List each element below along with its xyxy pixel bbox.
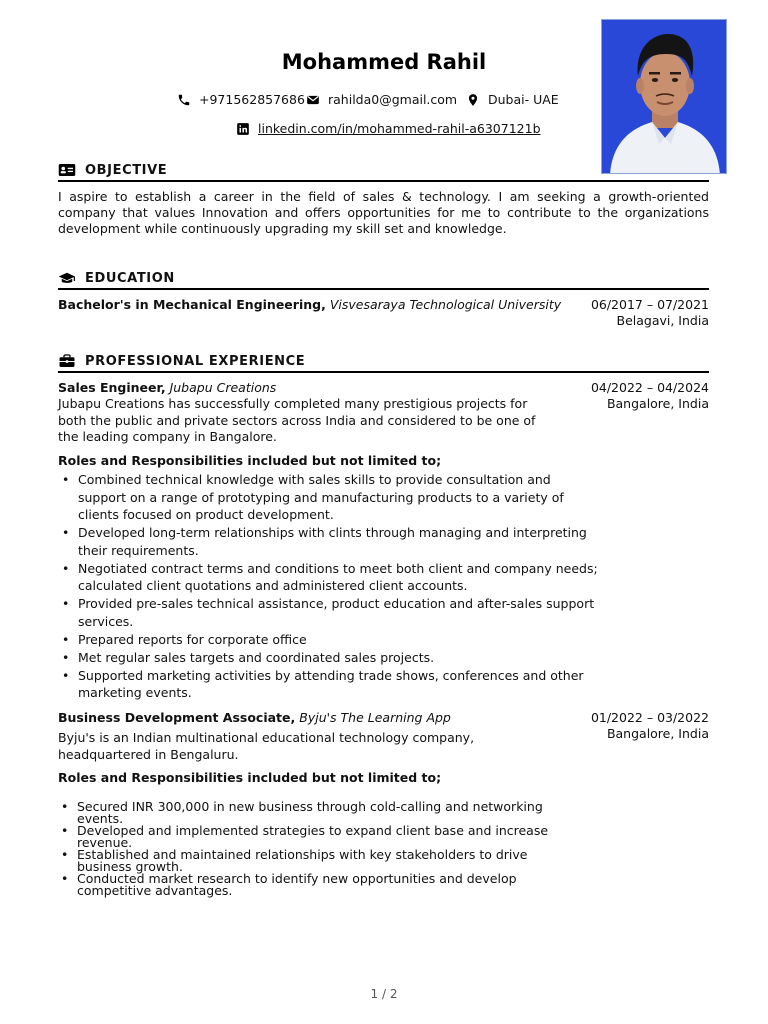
phone-contact <box>177 92 305 107</box>
education-entry <box>58 297 561 313</box>
linkedin-link[interactable]: linkedin.com/in/mohammed-rahil-a6307121b <box>258 121 541 136</box>
job-1-role: Sales Engineer, <box>58 380 166 395</box>
list-item: • Established and maintained relationships with key stakeholders to drive business growth. <box>58 849 578 873</box>
job-1-company: Jubapu Creations <box>169 380 277 395</box>
objective-text: I aspire to establish a career in the field of sales & technology. I am seeking a growth-oriented company that values Innovation and offers opportunities for me to contribute to the organizations development while continuously upgrading my skill set and knowledge. <box>58 189 709 236</box>
briefcase-icon <box>58 354 76 368</box>
phone-number: +971562857686 <box>199 92 305 107</box>
id-card-icon <box>58 163 76 177</box>
objective-section-header <box>58 160 709 182</box>
job-1-heading <box>58 380 276 396</box>
list-item: • Developed long-term relationships with clints through managing and interpreting their requirements. <box>58 524 598 559</box>
job-2-company: Byju's The Learning App <box>299 710 451 725</box>
portrait-image <box>602 20 727 174</box>
education-dates: 06/2017 – 07/2021 <box>590 297 709 312</box>
phone-icon <box>177 93 191 107</box>
university-name: Visvesaraya Technological University <box>329 297 562 312</box>
job-2-bullet-list <box>58 801 578 897</box>
profile-photo <box>601 19 727 174</box>
experience-title: PROFESSIONAL EXPERIENCE <box>85 353 306 369</box>
job-2-roles-heading: Roles and Responsibilities included but not limited to; <box>58 770 442 785</box>
job-2-role: Business Development Associate, <box>58 710 296 725</box>
job-1-description: Jubapu Creations has successfully completed many prestigious projects for both the public and private sectors across India and considered to be one of the leading company in Bangalore. <box>58 396 536 444</box>
page-number: 1 / 2 <box>370 987 398 1001</box>
education-title: EDUCATION <box>85 270 175 286</box>
degree-name: Bachelor's in Mechanical Engineering, <box>58 297 326 312</box>
job-2-description: Byju's is an Indian multinational educational technology company, headquartered in Bengaluru. <box>58 730 475 762</box>
location-text: Dubai- UAE <box>488 92 559 107</box>
linkedin-icon <box>236 122 250 136</box>
objective-title: OBJECTIVE <box>85 162 168 178</box>
list-item: • Met regular sales targets and coordinated sales projects. <box>58 649 598 667</box>
education-section-header <box>58 268 709 290</box>
job-2-meta <box>591 710 709 742</box>
list-item: • Prepared reports for corporate office <box>58 631 598 649</box>
job-1-bullet-list <box>58 471 598 702</box>
email-address[interactable]: rahilda0@gmail.com <box>328 92 458 107</box>
candidate-name: Mohammed Rahil <box>281 50 487 74</box>
list-item: • Conducted market research to identify new opportunities and develop competitive advantages. <box>58 873 578 897</box>
education-meta <box>591 297 709 329</box>
mail-icon <box>306 93 320 107</box>
list-item: • Developed and implemented strategies to expand client base and increase revenue. <box>58 825 578 849</box>
list-item: • Negotiated contract terms and conditions to meet both client and company needs; calculated client quotations and administered client accounts. <box>58 560 598 595</box>
job-1-location: Bangalore, India <box>606 396 709 411</box>
job-2-location: Bangalore, India <box>606 726 709 741</box>
list-item: • Supported marketing activities by attending trade shows, conferences and other marketing events. <box>58 667 598 702</box>
list-item: • Combined technical knowledge with sales skills to provide consultation and support on a range of prototyping and manufacturing products to a variety of clients focused on product development. <box>58 471 598 524</box>
location-contact <box>466 92 559 107</box>
job-2-dates: 01/2022 – 03/2022 <box>590 710 709 725</box>
job-1-meta <box>591 380 709 412</box>
linkedin-contact[interactable] <box>236 121 541 136</box>
graduation-cap-icon <box>58 271 76 285</box>
list-item: • Provided pre-sales technical assistance, product education and after-sales support services. <box>58 595 598 630</box>
location-icon <box>466 93 480 107</box>
job-1-roles-heading: Roles and Responsibilities included but not limited to; <box>58 453 442 468</box>
list-item: • Secured INR 300,000 in new business through cold-calling and networking events. <box>58 801 578 825</box>
email-contact <box>306 92 457 107</box>
job-1-dates: 04/2022 – 04/2024 <box>590 380 709 395</box>
experience-section-header <box>58 351 709 373</box>
job-2-heading <box>58 710 451 726</box>
education-location: Belagavi, India <box>616 313 709 328</box>
